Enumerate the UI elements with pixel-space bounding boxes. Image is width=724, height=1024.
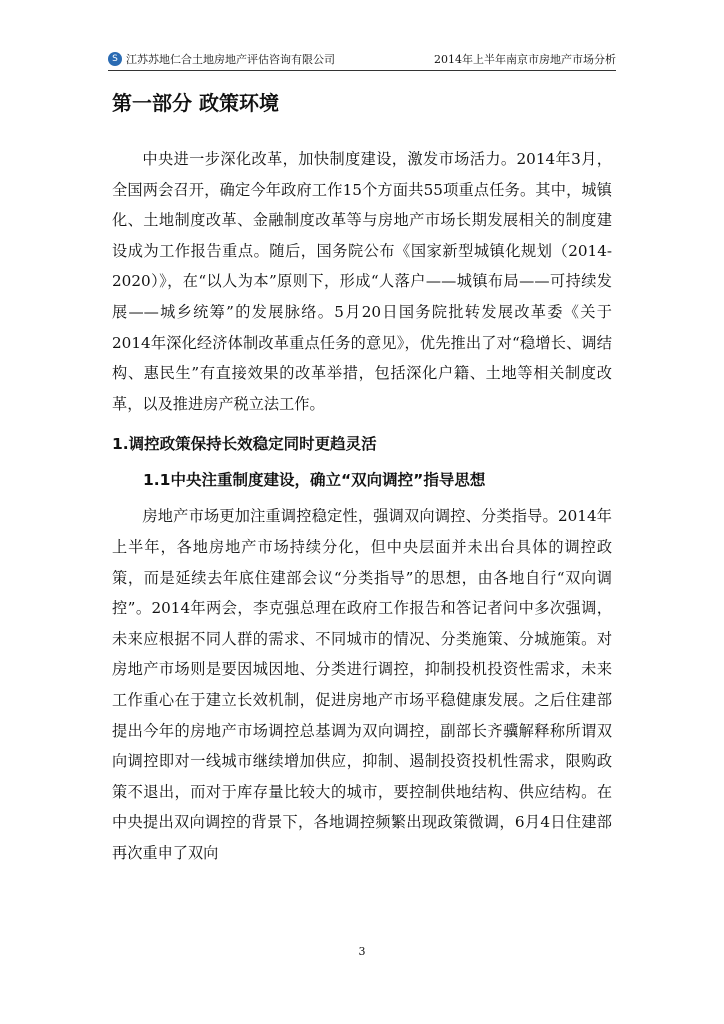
section-title: 第一部分 政策环境 [112,91,279,115]
header-left [108,51,335,67]
document-body [112,88,612,868]
paragraph-dual-regulation: 房地产市场更加注重调控稳定性，强调双向调控、分类指导。2014年上半年，各地房地产市场持续分化，但中央层面并未出台具体的调控政策，而是延续去年底住建部会议“分类指导”的思想，由各地自行“双向调控”。2014年两会，李克强总理在政府工作报告和答记者问中多次强调，未来应根据不同人群的需求、不同城市的情况、分类施策、分城施策。对房地产市场则是要因城因地、分类进行调控，抑制投机投资性需求，未来工作重心在于建立长效机制，促进房地产市场平稳健康发展。之后住建部提出今年的房地产市场调控总基调为双向调控，副部长齐骥解释称所谓双向调控即对一线城市继续增加供应，抑制、遏制投资投机性需求，限购政策不退出，而对于库存量比较大的城市，要控制供地结构、供应结构。在中央提出双向调控的背景下，各地调控频繁出现政策微调，6月4日住建部再次重申了双向 [112,507,612,862]
company-logo-icon: S [108,52,122,66]
report-title: 2014年上半年南京市房地产市场分析 [434,53,616,66]
page-number: 3 [358,945,366,958]
heading-1: 1.调控政策保持长效稳定同时更趋灵活 [112,435,377,454]
page-header [108,48,616,71]
heading-1-1: 1.1中央注重制度建设，确立“双向调控”指导思想 [143,471,486,490]
paragraph-policy-overview: 中央进一步深化改革，加快制度建设，激发市场活力。2014年3月，全国两会召开，确定今年政府工作15个方面共55项重点任务。其中，城镇化、土地制度改革、金融制度改革等与房地产市场长期发展相关的制度建设成为工作报告重点。随后，国务院公布《国家新型城镇化规划（2014-2020）》，在“以人为本”原则下，形成“人落户——城镇布局——可持续发展——城乡统筹”的发展脉络。5月20日国务院批转发展改革委《关于2014年深化经济体制改革重点任务的意见》，优先推出了对“稳增长、调结构、惠民生”有直接效果的改革举措，包括深化户籍、土地等相关制度改革，以及推进房产税立法工作。 [112,150,612,413]
company-name: 江苏苏地仁合土地房地产评估咨询有限公司 [126,53,335,66]
